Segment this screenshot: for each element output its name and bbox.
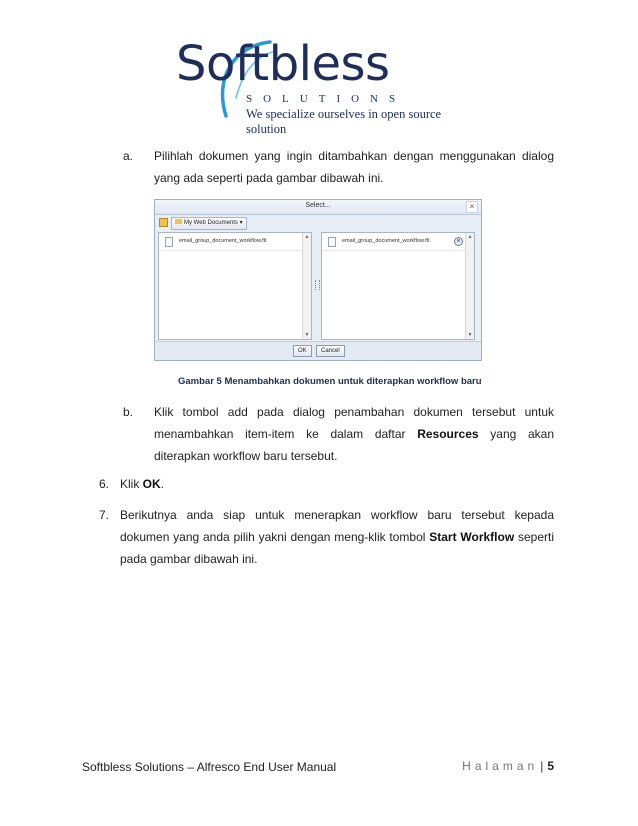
file-name: email_group_document_workflow.ftl [179, 238, 267, 244]
scroll-down-icon[interactable]: ▼ [304, 332, 310, 338]
company-logo [176, 36, 476, 136]
scrollbar[interactable] [465, 233, 474, 339]
logo-subtitle: SOLUTIONS [246, 93, 407, 105]
dialog-footer [155, 341, 481, 360]
folder-dropdown-label: My Web Documents ▾ [184, 220, 243, 226]
step-7-text-part: seperti pada gambar dibawah ini. [120, 530, 554, 566]
remove-icon[interactable]: ⊗ [454, 237, 463, 246]
item-b-text-part: yang akan diterapkan workflow baru tersebut. [154, 427, 554, 463]
step-6-text-part: Klik [120, 477, 143, 491]
footer-separator: | [540, 759, 544, 773]
item-b-text-part: Klik tombol add pada dialog penambahan dokumen tersebut untuk menambahkan item-item ke dalam daftar [154, 405, 554, 441]
folder-icon [175, 219, 182, 224]
list-marker-6: 6. [99, 477, 110, 491]
footer-title: Softbless Solutions – Alfresco End User Manual [82, 760, 337, 774]
file-icon [328, 237, 336, 247]
list-item[interactable] [159, 236, 302, 251]
dialog-toolbar [157, 217, 253, 229]
item-b-bold: Resources [417, 427, 479, 441]
step-7-text [120, 504, 554, 570]
step-6-text-part: . [160, 477, 165, 491]
scroll-up-icon[interactable]: ▲ [304, 234, 310, 240]
logo-tagline: We specialize ourselves in open source solution [246, 107, 442, 136]
dialog-title: Select... [305, 202, 331, 209]
scroll-up-icon[interactable]: ▲ [467, 234, 473, 240]
footer-halaman-label: Halaman [462, 759, 539, 773]
dialog-titlebar [155, 200, 481, 215]
list-item[interactable] [322, 236, 465, 251]
step-6-bold: OK [142, 477, 161, 491]
scrollbar[interactable] [302, 233, 311, 339]
step-7-text-part: Berikutnya anda siap untuk menerapkan workflow baru tersebut kepada dokumen yang anda pilih yakni dengan meng-klik tombol [120, 508, 554, 544]
logo-wordmark: Softbless [176, 36, 390, 92]
figure-caption: Gambar 5 Menambahkan dokumen untuk diterapkan workflow baru [178, 376, 482, 387]
ok-button[interactable]: OK [293, 345, 312, 357]
list-marker-7: 7. [99, 508, 110, 522]
folder-dropdown-button[interactable] [171, 217, 247, 230]
item-a-text: Pilihlah dokumen yang ingin ditambahkan dengan menggunakan dialog yang ada seperti pada gambar dibawah ini. [154, 149, 554, 185]
cancel-button[interactable]: Cancel [316, 345, 345, 357]
select-dialog-screenshot [154, 199, 482, 361]
file-icon [165, 237, 173, 247]
footer-page-info [462, 759, 554, 773]
item-b-text [154, 401, 554, 467]
list-marker-a: a. [123, 149, 134, 163]
step-6-text [120, 473, 554, 495]
selected-files-pane[interactable] [321, 232, 475, 340]
pane-splitter-handle[interactable] [315, 280, 320, 290]
list-marker-b: b. [123, 405, 134, 419]
scroll-down-icon[interactable]: ▼ [467, 332, 473, 338]
page-number: 5 [547, 759, 554, 773]
close-icon[interactable]: × [466, 201, 478, 213]
folder-up-icon[interactable] [159, 218, 168, 227]
available-files-pane[interactable] [158, 232, 312, 340]
file-name: email_group_document_workflow.ftl [342, 238, 430, 244]
step-7-bold: Start Workflow [429, 530, 515, 544]
